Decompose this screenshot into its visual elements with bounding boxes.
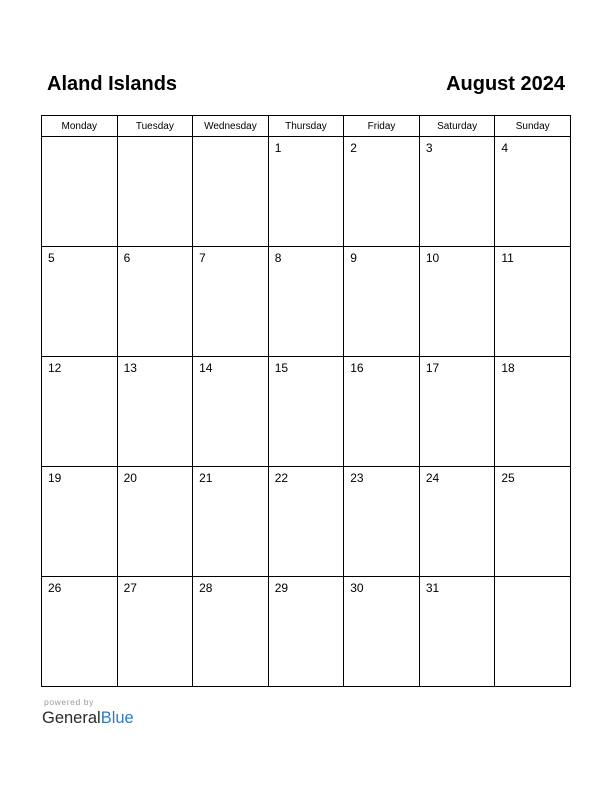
day-number: 24 bbox=[425, 471, 440, 485]
week-row bbox=[42, 247, 571, 357]
day-cell bbox=[42, 357, 118, 467]
weekday-header-friday: Friday bbox=[344, 116, 420, 137]
day-cell bbox=[268, 467, 344, 577]
day-cell bbox=[495, 357, 571, 467]
day-cell bbox=[419, 137, 495, 247]
day-number: 20 bbox=[123, 471, 137, 485]
week-row bbox=[42, 467, 571, 577]
day-cell bbox=[193, 247, 269, 357]
day-number: 11 bbox=[501, 251, 514, 265]
week-row bbox=[42, 137, 571, 247]
day-cell bbox=[117, 577, 193, 687]
day-cell bbox=[42, 577, 118, 687]
day-cell bbox=[193, 357, 269, 467]
weekday-header-sunday: Sunday bbox=[495, 116, 571, 137]
day-number: 3 bbox=[425, 141, 433, 155]
day-number: 22 bbox=[274, 471, 289, 485]
day-cell bbox=[268, 357, 344, 467]
region-title: Aland Islands bbox=[47, 73, 178, 95]
weekday-header-thursday: Thursday bbox=[268, 116, 344, 137]
month-title: August 2024 bbox=[446, 73, 565, 95]
day-number: 17 bbox=[425, 361, 440, 375]
day-number: 9 bbox=[350, 251, 357, 265]
day-cell bbox=[495, 467, 571, 577]
day-cell bbox=[117, 247, 193, 357]
day-cell bbox=[193, 467, 269, 577]
day-cell bbox=[495, 247, 571, 357]
day-cell bbox=[419, 577, 495, 687]
day-cell bbox=[193, 577, 269, 687]
day-number: 27 bbox=[123, 581, 137, 595]
day-number: 13 bbox=[123, 361, 137, 375]
generalblue-logo[interactable] bbox=[42, 707, 134, 729]
day-number: 14 bbox=[199, 361, 213, 375]
day-number: 2 bbox=[350, 141, 357, 155]
weekday-header-tuesday: Tuesday bbox=[117, 116, 193, 137]
day-number bbox=[118, 137, 193, 141]
day-cell bbox=[42, 247, 118, 357]
day-cell bbox=[268, 247, 344, 357]
day-cell bbox=[495, 577, 571, 687]
day-number: 8 bbox=[274, 251, 282, 265]
day-cell bbox=[344, 247, 420, 357]
brand-name-blue: Blue bbox=[100, 709, 134, 727]
day-number: 30 bbox=[350, 581, 364, 595]
day-number: 7 bbox=[199, 251, 206, 265]
weekday-header-monday: Monday bbox=[42, 116, 118, 137]
day-cell bbox=[117, 357, 193, 467]
day-cell bbox=[419, 467, 495, 577]
powered-by-text: powered by bbox=[44, 697, 94, 707]
day-number: 18 bbox=[501, 361, 515, 375]
weekday-header-wednesday: Wednesday bbox=[193, 116, 269, 137]
day-number: 26 bbox=[48, 581, 62, 595]
day-number: 19 bbox=[48, 471, 62, 485]
calendar-grid bbox=[41, 115, 571, 687]
week-row bbox=[42, 577, 571, 687]
day-cell bbox=[117, 137, 193, 247]
day-number bbox=[193, 137, 268, 141]
day-number: 1 bbox=[274, 141, 282, 155]
day-cell bbox=[42, 137, 118, 247]
day-number: 6 bbox=[123, 251, 131, 265]
day-number: 10 bbox=[425, 251, 440, 265]
day-number bbox=[42, 137, 117, 141]
day-number: 5 bbox=[48, 251, 55, 265]
brand-name-general: General bbox=[42, 709, 101, 727]
day-cell bbox=[268, 137, 344, 247]
weekday-header-row bbox=[42, 116, 571, 137]
day-cell bbox=[495, 137, 571, 247]
footer-branding bbox=[42, 697, 134, 729]
day-cell bbox=[344, 357, 420, 467]
day-number: 12 bbox=[48, 361, 62, 375]
day-number: 16 bbox=[350, 361, 364, 375]
day-cell bbox=[344, 137, 420, 247]
day-number: 21 bbox=[199, 471, 213, 485]
day-cell bbox=[42, 467, 118, 577]
day-number: 31 bbox=[425, 581, 440, 595]
day-cell bbox=[344, 467, 420, 577]
week-row bbox=[42, 357, 571, 467]
weekday-header-saturday: Saturday bbox=[419, 116, 495, 137]
day-cell bbox=[344, 577, 420, 687]
day-cell bbox=[117, 467, 193, 577]
day-cell bbox=[419, 247, 495, 357]
day-number bbox=[495, 577, 570, 581]
day-number: 29 bbox=[274, 581, 289, 595]
day-cell bbox=[268, 577, 344, 687]
day-number: 15 bbox=[274, 361, 289, 375]
day-number: 4 bbox=[501, 141, 509, 155]
day-cell bbox=[193, 137, 269, 247]
day-number: 25 bbox=[501, 471, 515, 485]
day-cell bbox=[419, 357, 495, 467]
day-number: 23 bbox=[350, 471, 364, 485]
day-number: 28 bbox=[199, 581, 213, 595]
